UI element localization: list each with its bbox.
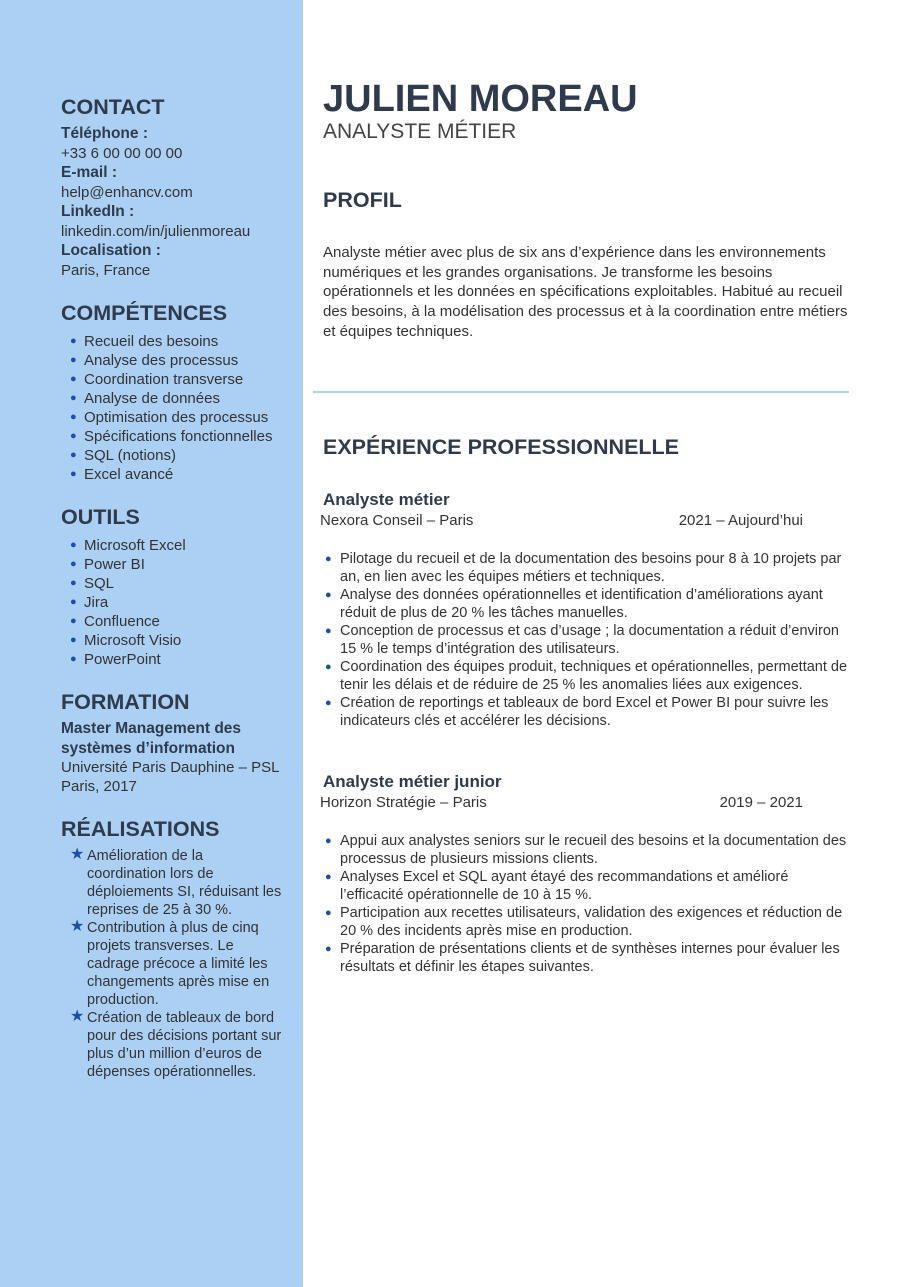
achievement-text: Amélioration de la coordination lors de déploiements SI, réduisant les reprises de 25 à 30 %. (87, 848, 282, 918)
phone-label: Téléphone : (61, 125, 148, 142)
list-item (323, 586, 853, 622)
sidebar-content (61, 94, 286, 1101)
bullet-icon: ● (325, 589, 332, 601)
education-heading: FORMATION (61, 690, 190, 714)
linkedin-value[interactable]: linkedin.com/in/julienmoreau (61, 222, 251, 240)
list-item (61, 650, 286, 669)
bullet-icon: ● (70, 653, 77, 665)
job-bullets (323, 832, 853, 976)
job-bullets (323, 550, 853, 730)
phone-value: +33 6 00 00 00 00 (61, 144, 183, 162)
bullet-icon: ● (70, 430, 77, 442)
list-item (61, 847, 286, 919)
job-meta (320, 794, 853, 814)
list-item (61, 389, 286, 408)
email-label: E-mail : (61, 164, 117, 181)
tool-label: Microsoft Visio (84, 632, 182, 649)
skill-label: Spécifications fonctionnelles (84, 428, 273, 445)
bullet-text: Pilotage du recueil et de la documentation des besoins pour 8 à 10 projets par an, en lien avec les équipes métiers et techniques. (340, 551, 842, 585)
list-item (61, 465, 286, 484)
bullet-icon: ● (70, 539, 77, 551)
list-item (323, 832, 853, 868)
bullet-icon: ● (70, 615, 77, 627)
tool-label: Confluence (84, 613, 160, 630)
experience-heading: EXPÉRIENCE PROFESSIONNELLE (323, 435, 680, 459)
education-section (61, 689, 286, 796)
degree-title: Master Management des systèmes d’information (61, 720, 242, 757)
list-item (323, 658, 853, 694)
skill-label: Coordination transverse (84, 371, 244, 388)
bullet-icon: ● (325, 625, 332, 637)
skill-label: Analyse des processus (84, 352, 239, 369)
skill-label: SQL (notions) (84, 447, 176, 464)
tools-list (61, 536, 286, 669)
bullet-icon: ● (70, 577, 77, 589)
job-title: Analyste métier (323, 490, 450, 509)
job-entry (320, 772, 853, 976)
bullet-icon: ● (70, 634, 77, 646)
achievements-heading: RÉALISATIONS (61, 817, 220, 841)
bullet-icon: ● (70, 411, 77, 423)
job-company: Nexora Conseil – Paris (320, 512, 474, 529)
list-item (61, 612, 286, 631)
job-company: Horizon Stratégie – Paris (320, 794, 487, 811)
job-title: Analyste métier junior (323, 772, 502, 791)
skill-label: Analyse de données (84, 390, 220, 407)
contact-list (61, 124, 286, 280)
tool-label: SQL (84, 575, 115, 592)
bullet-icon: ● (325, 907, 332, 919)
profile-text: Analyste métier avec plus de six ans d’expérience dans les environnements numériques et les grandes organisations. Je transforme les besoins opérationnels et les données en spécifications exploitables. Habitué au recueil des besoins, à la modélisation des processus et à la coordination entre métiers et équipes techniques. (323, 244, 848, 340)
section-divider (313, 391, 849, 393)
bullet-icon: ● (325, 697, 332, 709)
list-item (61, 446, 286, 465)
bullet-icon: ● (325, 835, 332, 847)
school-place-year: Paris, 2017 (61, 777, 137, 795)
bullet-text: Appui aux analystes seniors sur le recueil des besoins et la documentation des processus de plusieurs missions clients. (340, 833, 847, 867)
achievements-list (61, 847, 286, 1081)
list-item (61, 351, 286, 370)
list-item (61, 593, 286, 612)
skill-label: Recueil des besoins (84, 333, 219, 350)
bullet-icon: ● (325, 661, 332, 673)
job-entry (320, 490, 853, 730)
list-item (323, 550, 853, 586)
skills-section (61, 300, 286, 484)
candidate-name: JULIEN MOREAU (323, 78, 638, 120)
tool-label: Microsoft Excel (84, 537, 186, 554)
job-dates: 2021 – Aujourd’hui (678, 512, 803, 529)
bullet-icon: ● (70, 558, 77, 570)
bullet-text: Coordination des équipes produit, techniques et opérationnelles, permettant de tenir les délais et de réduire de 25 % les anomalies liées aux exigences. (340, 659, 848, 693)
candidate-title: ANALYSTE MÉTIER (323, 120, 517, 143)
location-value: Paris, France (61, 261, 151, 279)
bullet-icon: ● (70, 354, 77, 366)
list-item (61, 427, 286, 446)
skill-label: Optimisation des processus (84, 409, 269, 426)
bullet-text: Conception de processus et cas d’usage ; la documentation a réduit d’environ 15 % le temps d’intégration des utilisateurs. (340, 623, 839, 657)
bullet-text: Analyse des données opérationnelles et identification d’améliorations ayant réduit de plus de 20 % les tâches manuelles. (340, 587, 823, 621)
contact-heading: CONTACT (61, 95, 165, 119)
bullet-text: Analyses Excel et SQL ayant étayé des recommandations et amélioré l’efficacité opérationnelle de 10 à 15 %. (340, 869, 789, 903)
tool-label: Power BI (84, 556, 145, 573)
list-item (61, 536, 286, 555)
bullet-text: Participation aux recettes utilisateurs, validation des exigences et réduction de 20 % des incidents après mise en production. (340, 905, 843, 939)
bullet-icon: ● (70, 335, 77, 347)
bullet-text: Préparation de présentations clients et de synthèses internes pour évaluer les résultats et définir les étapes suivantes. (340, 941, 840, 975)
profile-heading: PROFIL (323, 188, 402, 212)
bullet-icon: ● (70, 392, 77, 404)
bullet-icon: ● (70, 373, 77, 385)
achievement-text: Contribution à plus de cinq projets transverses. Le cadrage précoce a limité les changements après mise en production. (87, 920, 270, 1008)
school-name: Université Paris Dauphine – PSL (61, 759, 280, 776)
star-icon: ★ (70, 918, 85, 935)
sidebar (0, 0, 303, 1287)
list-item (323, 904, 853, 940)
list-item (61, 408, 286, 427)
bullet-icon: ● (325, 871, 332, 883)
tool-label: Jira (84, 594, 109, 611)
list-item (61, 631, 286, 650)
tools-section (61, 504, 286, 669)
job-meta (320, 512, 853, 532)
list-item (61, 919, 286, 1009)
bullet-icon: ● (70, 596, 77, 608)
bullet-icon: ● (325, 943, 332, 955)
bullet-icon: ● (325, 553, 332, 565)
tools-heading: OUTILS (61, 505, 140, 529)
star-icon: ★ (70, 1008, 85, 1025)
bullet-icon: ● (70, 449, 77, 461)
linkedin-label: LinkedIn : (61, 203, 135, 220)
list-item (323, 622, 853, 658)
contact-section (61, 94, 286, 280)
list-item (61, 370, 286, 389)
list-item (61, 574, 286, 593)
location-label: Localisation : (61, 242, 161, 259)
achievement-text: Création de tableaux de bord pour des décisions portant sur plus d’un million d’euros de dépenses opérationnelles. (87, 1010, 282, 1080)
star-icon: ★ (70, 846, 85, 863)
list-item (61, 332, 286, 351)
achievements-section (61, 816, 286, 1081)
tool-label: PowerPoint (84, 651, 161, 668)
bullet-text: Création de reportings et tableaux de bord Excel et Power BI pour suivre les indicateurs clés et accélérer les décisions. (340, 695, 829, 729)
list-item (61, 555, 286, 574)
job-dates: 2019 – 2021 (719, 794, 803, 811)
email-value[interactable]: help@enhancv.com (61, 183, 193, 201)
list-item (323, 940, 853, 976)
list-item (323, 868, 853, 904)
skill-label: Excel avancé (84, 466, 174, 483)
list-item (323, 694, 853, 730)
list-item (61, 1009, 286, 1081)
skills-heading: COMPÉTENCES (61, 301, 228, 325)
skills-list (61, 332, 286, 484)
bullet-icon: ● (70, 468, 77, 480)
